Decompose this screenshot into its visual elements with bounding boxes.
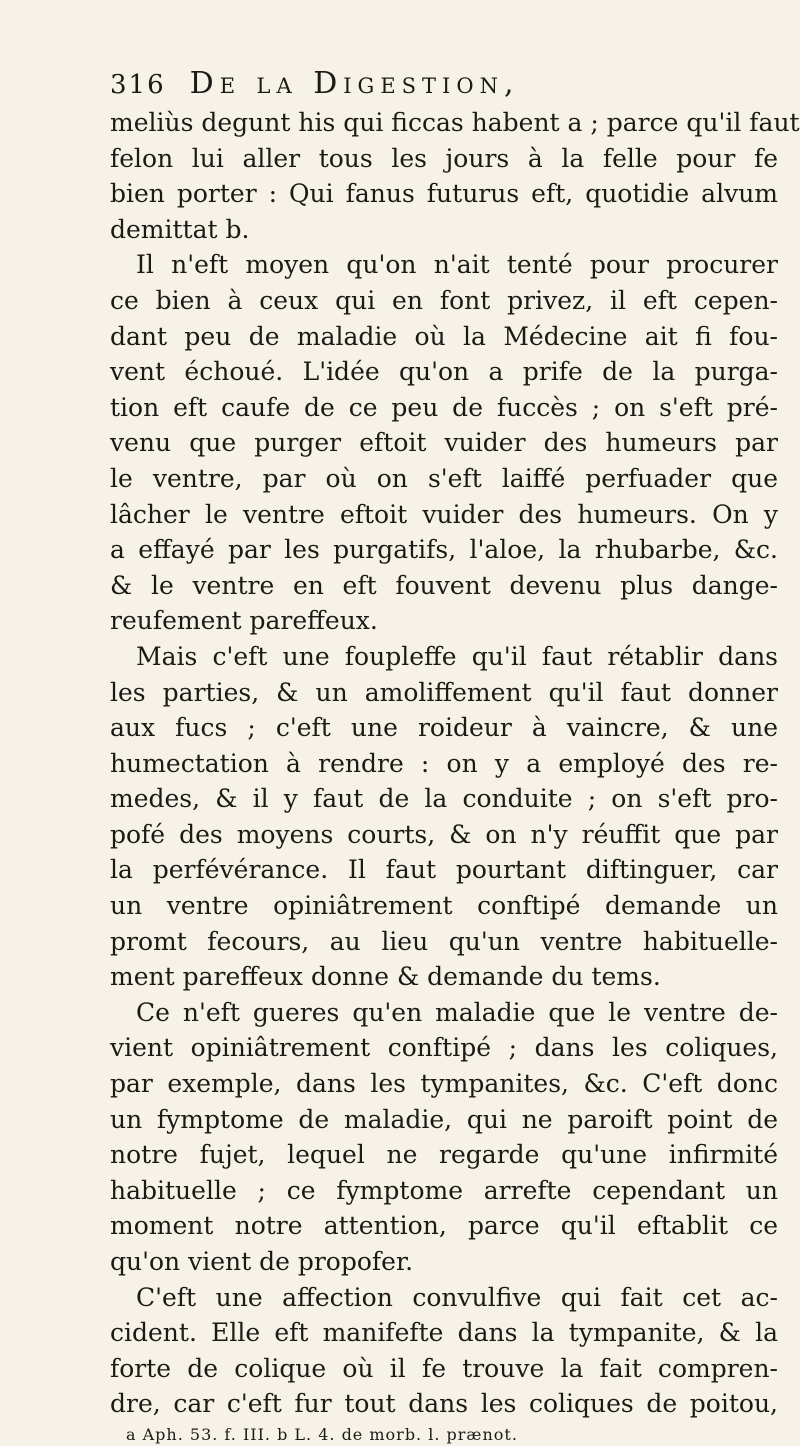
text-line: par exemple, dans les tympanites, &c. C'eft donc bbox=[110, 1069, 778, 1099]
text-line: tion eft caufe de ce peu de fuccès ; on s'eft pré- bbox=[110, 392, 778, 422]
text-line: humectation à rendre : on y a employé des re- bbox=[110, 748, 778, 778]
text-line: habituelle ; ce fymptome arrefte cependant un bbox=[110, 1175, 778, 1205]
page-number: 316 bbox=[110, 70, 166, 100]
text-line: demittat b. bbox=[110, 214, 250, 244]
text-line: un ventre opiniâtrement conftipé demande un bbox=[110, 891, 778, 921]
text-line: C'eft une affection convulfive qui fait cet ac- bbox=[136, 1282, 778, 1312]
text-line: Mais c'eft une foupleffe qu'il faut rétablir dans bbox=[136, 641, 778, 671]
text-line: ment pareffeux donne & demande du tems. bbox=[110, 962, 661, 992]
text-line: un fymptome de maladie, qui ne paroift point de bbox=[110, 1104, 778, 1134]
text-line: meliùs degunt his qui ficcas habent a ; parce qu'il faut bbox=[110, 108, 800, 137]
text-line: dre, car c'eft fur tout dans les coliques de poitou, bbox=[110, 1389, 778, 1419]
text-line: lâcher le ventre eftoit vuider des humeurs. On y bbox=[110, 499, 778, 529]
text-line: aux fucs ; c'eft une roideur à vaincre, & une bbox=[110, 713, 778, 743]
text-line: vient opiniâtrement conftipé ; dans les coliques, bbox=[110, 1033, 778, 1063]
text-line: notre fujet, lequel ne regarde qu'une infirmité bbox=[110, 1140, 778, 1170]
running-head bbox=[110, 66, 778, 101]
text-line: bien porter : Qui fanus futurus eft, quotidie alvum bbox=[110, 179, 778, 209]
text-line: reufement pareffeux. bbox=[110, 606, 378, 636]
text-line: a effayé par les purgatifs, l'aloe, la rhubarbe, &c. bbox=[110, 535, 778, 565]
text-line: forte de colique où il fe trouve la fait compren- bbox=[110, 1353, 778, 1383]
text-line: la perfévérance. Il faut pourtant diftinguer, car bbox=[110, 855, 778, 885]
text-line: moment notre attention, parce qu'il eftablit ce bbox=[110, 1211, 778, 1241]
text-line: venu que purger eftoit vuider des humeurs par bbox=[110, 428, 778, 458]
text-line: pofé des moyens courts, & on n'y réuffit que par bbox=[110, 819, 778, 849]
text-line: Il n'eft moyen qu'on n'ait tenté pour procurer bbox=[136, 250, 778, 280]
text-line: le ventre, par où on s'eft laiffé perfuader que bbox=[110, 463, 778, 493]
text-line: promt fecours, au lieu qu'un ventre habituelle- bbox=[110, 926, 778, 956]
text-line: Ce n'eft gueres qu'en maladie que le ventre de- bbox=[136, 997, 778, 1027]
text-line: medes, & il y faut de la conduite ; on s'eft pro- bbox=[110, 784, 778, 814]
text-line: les parties, & un amoliffement qu'il faut donner bbox=[110, 677, 778, 707]
body-text bbox=[110, 105, 800, 1422]
running-title: De la Digestion, bbox=[189, 66, 520, 101]
footnote: a Aph. 53. f. III. b L. 4. de morb. l. prænot. bbox=[126, 1424, 518, 1444]
text-line: dant peu de maladie où la Médecine ait fi fou- bbox=[110, 321, 778, 351]
text-line: cident. Elle eft manifefte dans la tympanite, & la bbox=[110, 1318, 778, 1348]
text-line: ce bien à ceux qui en font privez, il eft cepen- bbox=[110, 285, 778, 315]
text-line: qu'on vient de propofer. bbox=[110, 1247, 414, 1276]
text-line: vent échoué. L'idée qu'on a prife de la purga- bbox=[110, 357, 778, 387]
text-line: & le ventre en eft fouvent devenu plus dange- bbox=[110, 570, 778, 600]
text-line: felon lui aller tous les jours à la felle pour fe bbox=[110, 143, 778, 173]
